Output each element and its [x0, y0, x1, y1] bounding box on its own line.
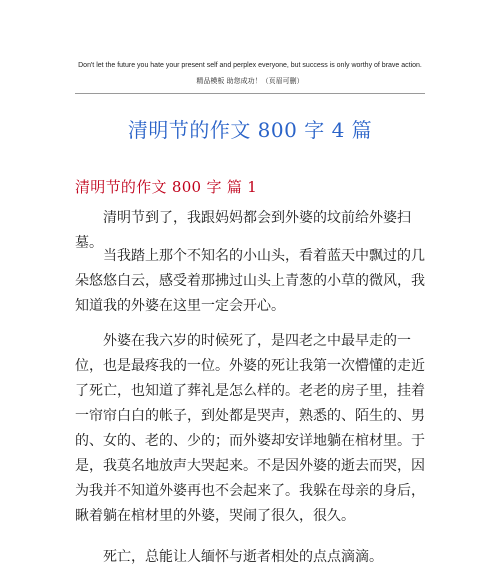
header-divider [75, 93, 425, 94]
paragraph-1: 清明节到了，我跟妈妈都会到外婆的坟前给外婆扫墓。 [75, 210, 411, 251]
paragraph-2: 当我踏上那个不知名的小山头，看着蓝天中飘过的几朵悠悠白云，感受着那拂过山头上青葱的小草的微风，我知道我的外婆在这里一定会开心。 [75, 248, 425, 314]
paragraph-3: 外婆在我六岁的时候死了，是四老之中最早走的一位，也是最疼我的一位。外婆的死让我第一次懵懂的走近了死亡，也知道了葬礼是怎么样的。老老的房子里，挂着一帘帘白白的帐子，到处都是哭声，熟悉的、陌生的、男的、女的、老的、少的；而外婆却安详地躺在棺材里。于是，我莫名地放声大哭起来。不是因外婆的逝去而哭，因为我并不知道外婆再也不会起来了。我躲在母亲的身后，瞅着躺在棺材里的外婆，哭闹了很久，很久。 [75, 333, 425, 524]
header-quote: Don't let the future you hate your present self and perplex everyone, but success is only worthy of brave action. [78, 62, 422, 69]
paragraph-4: 死亡，总能让人缅怀与逝者相处的点点滴滴。 [103, 549, 383, 565]
section-heading: 清明节的作文 800 字 篇 1 [75, 178, 258, 196]
document-title: 清明节的作文 800 字 4 篇 [127, 118, 373, 142]
header-subtitle: 精品模板 助您成功！（页眉可删） [196, 77, 304, 85]
